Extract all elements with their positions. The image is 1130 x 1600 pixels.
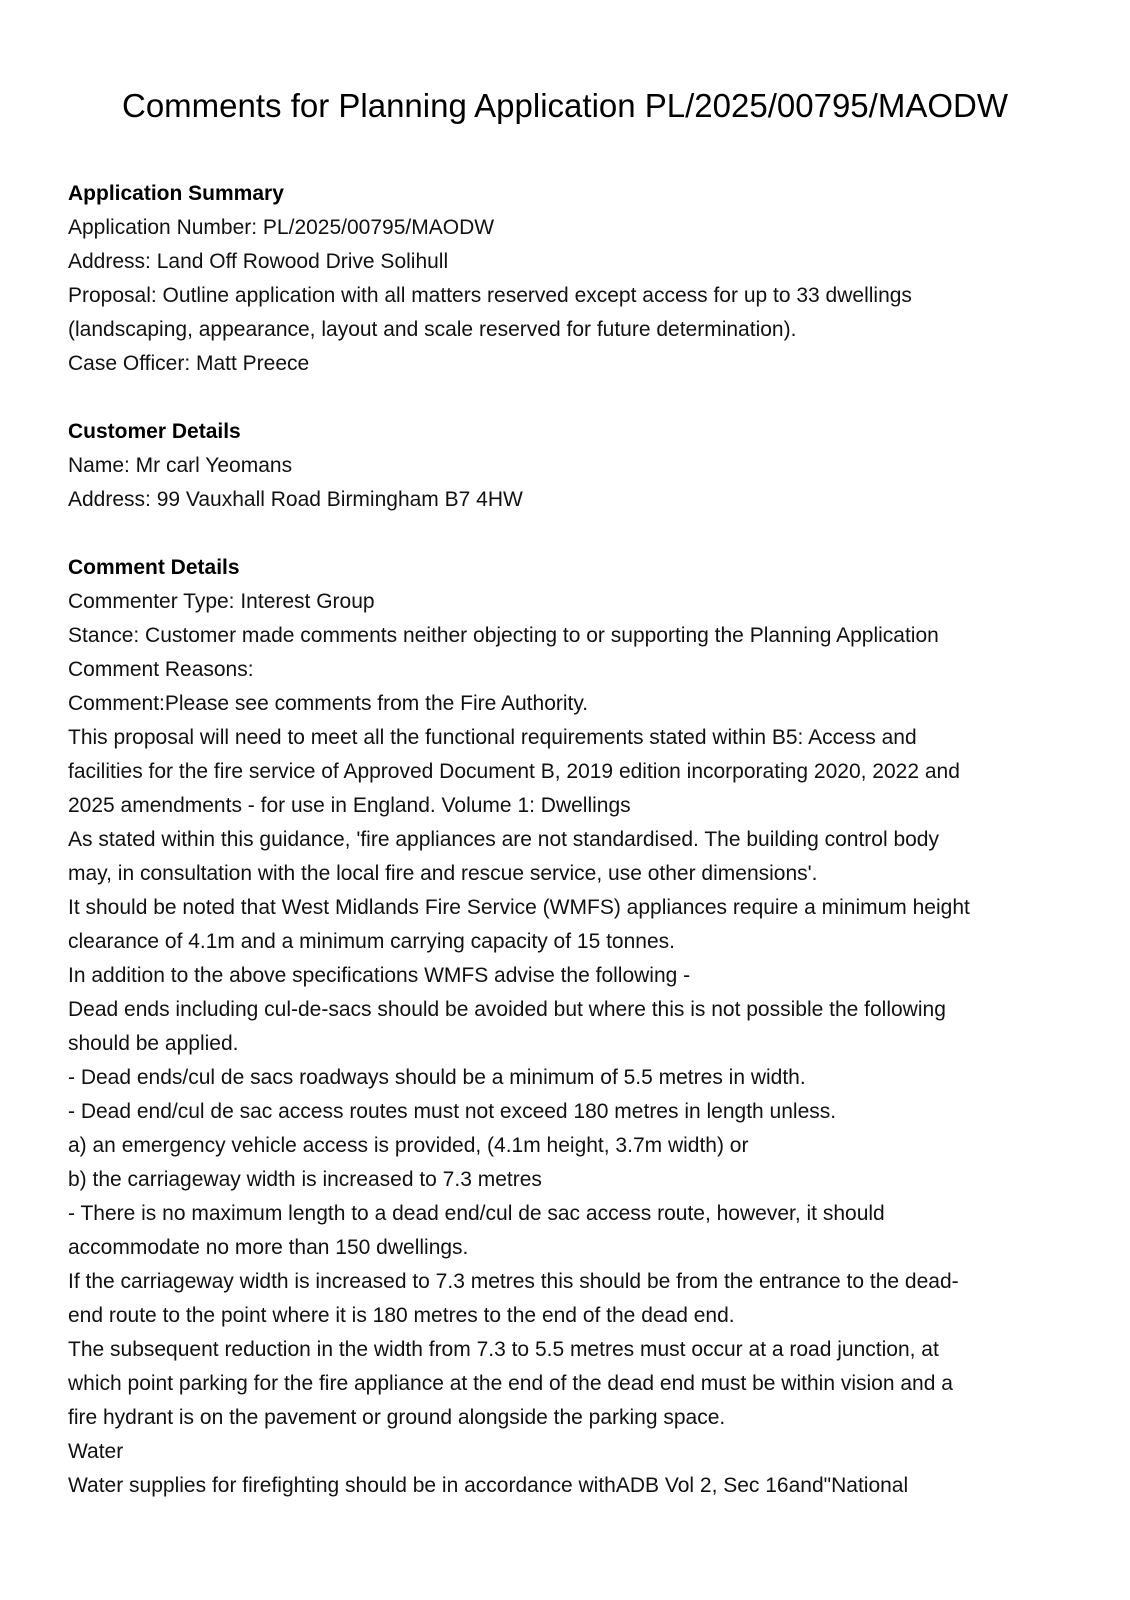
section-spacer (68, 381, 1068, 415)
application-summary-section (68, 177, 1068, 381)
case-officer: Case Officer: Matt Preece (68, 352, 310, 375)
comment-line: In addition to the above specifications WMFS advise the following - (68, 964, 691, 987)
proposal-line: Proposal: Outline application with all matters reserved except access for up to 33 dwellings (68, 284, 912, 307)
comment-line: b) the carriageway width is increased to 7.3 metres (68, 1168, 542, 1191)
comment-line: - Dead ends/cul de sacs roadways should be a minimum of 5.5 metres in width. (68, 1066, 806, 1089)
comment-line: Water supplies for firefighting should be in accordance withADB Vol 2, Sec 16and"National (68, 1474, 909, 1497)
comment-line: clearance of 4.1m and a minimum carrying capacity of 15 tonnes. (68, 930, 675, 953)
comment-line: may, in consultation with the local fire and rescue service, use other dimensions'. (68, 862, 818, 885)
application-number: Application Number: PL/2025/00795/MAODW (68, 216, 495, 239)
comment-line: a) an emergency vehicle access is provided, (4.1m height, 3.7m width) or (68, 1134, 749, 1157)
comment-line: It should be noted that West Midlands Fire Service (WMFS) appliances require a minimum height (68, 896, 970, 919)
comment-line: which point parking for the fire appliance at the end of the dead end must be within vision and a (68, 1372, 953, 1395)
comment-line: This proposal will need to meet all the functional requirements stated within B5: Access and (68, 726, 917, 749)
proposal-line: (landscaping, appearance, layout and scale reserved for future determination). (68, 318, 797, 341)
comment-line: Stance: Customer made comments neither objecting to or supporting the Planning Application (68, 624, 939, 647)
comment-line: accommodate no more than 150 dwellings. (68, 1236, 469, 1259)
comment-line: If the carriageway width is increased to 7.3 metres this should be from the entrance to the dead- (68, 1270, 959, 1293)
customer-address: Address: 99 Vauxhall Road Birmingham B7 4HW (68, 488, 523, 511)
customer-details-section (68, 415, 1068, 517)
comment-line: - There is no maximum length to a dead end/cul de sac access route, however, it should (68, 1202, 885, 1225)
comment-line: Commenter Type: Interest Group (68, 590, 375, 613)
page-title: Comments for Planning Application PL/2025/00795/MAODW (122, 87, 1008, 124)
comment-line: 2025 amendments - for use in England. Volume 1: Dwellings (68, 794, 631, 817)
comment-line: The subsequent reduction in the width from 7.3 to 5.5 metres must occur at a road junction, at (68, 1338, 939, 1361)
section-spacer (68, 517, 1068, 551)
document-body (68, 177, 1068, 1503)
customer-name: Name: Mr carl Yeomans (68, 454, 293, 477)
comment-details-section (68, 551, 1068, 1503)
comment-line: Dead ends including cul-de-sacs should be avoided but where this is not possible the following (68, 998, 946, 1021)
comment-line: fire hydrant is on the pavement or ground alongside the parking space. (68, 1406, 726, 1429)
comment-line: Comment Reasons: (68, 658, 254, 681)
comment-line: Comment:Please see comments from the Fire Authority. (68, 692, 589, 715)
section-heading: Comment Details (68, 556, 240, 579)
comment-line: should be applied. (68, 1032, 239, 1055)
section-heading: Customer Details (68, 420, 241, 443)
comment-line: facilities for the fire service of Approved Document B, 2019 edition incorporating 2020, 2022 and (68, 760, 960, 783)
comment-line: Water (68, 1440, 124, 1463)
comment-line: end route to the point where it is 180 metres to the end of the dead end. (68, 1304, 735, 1327)
comment-line: As stated within this guidance, 'fire appliances are not standardised. The building control body (68, 828, 939, 851)
section-heading: Application Summary (68, 182, 284, 205)
site-address: Address: Land Off Rowood Drive Solihull (68, 250, 449, 273)
comment-line: - Dead end/cul de sac access routes must not exceed 180 metres in length unless. (68, 1100, 837, 1123)
